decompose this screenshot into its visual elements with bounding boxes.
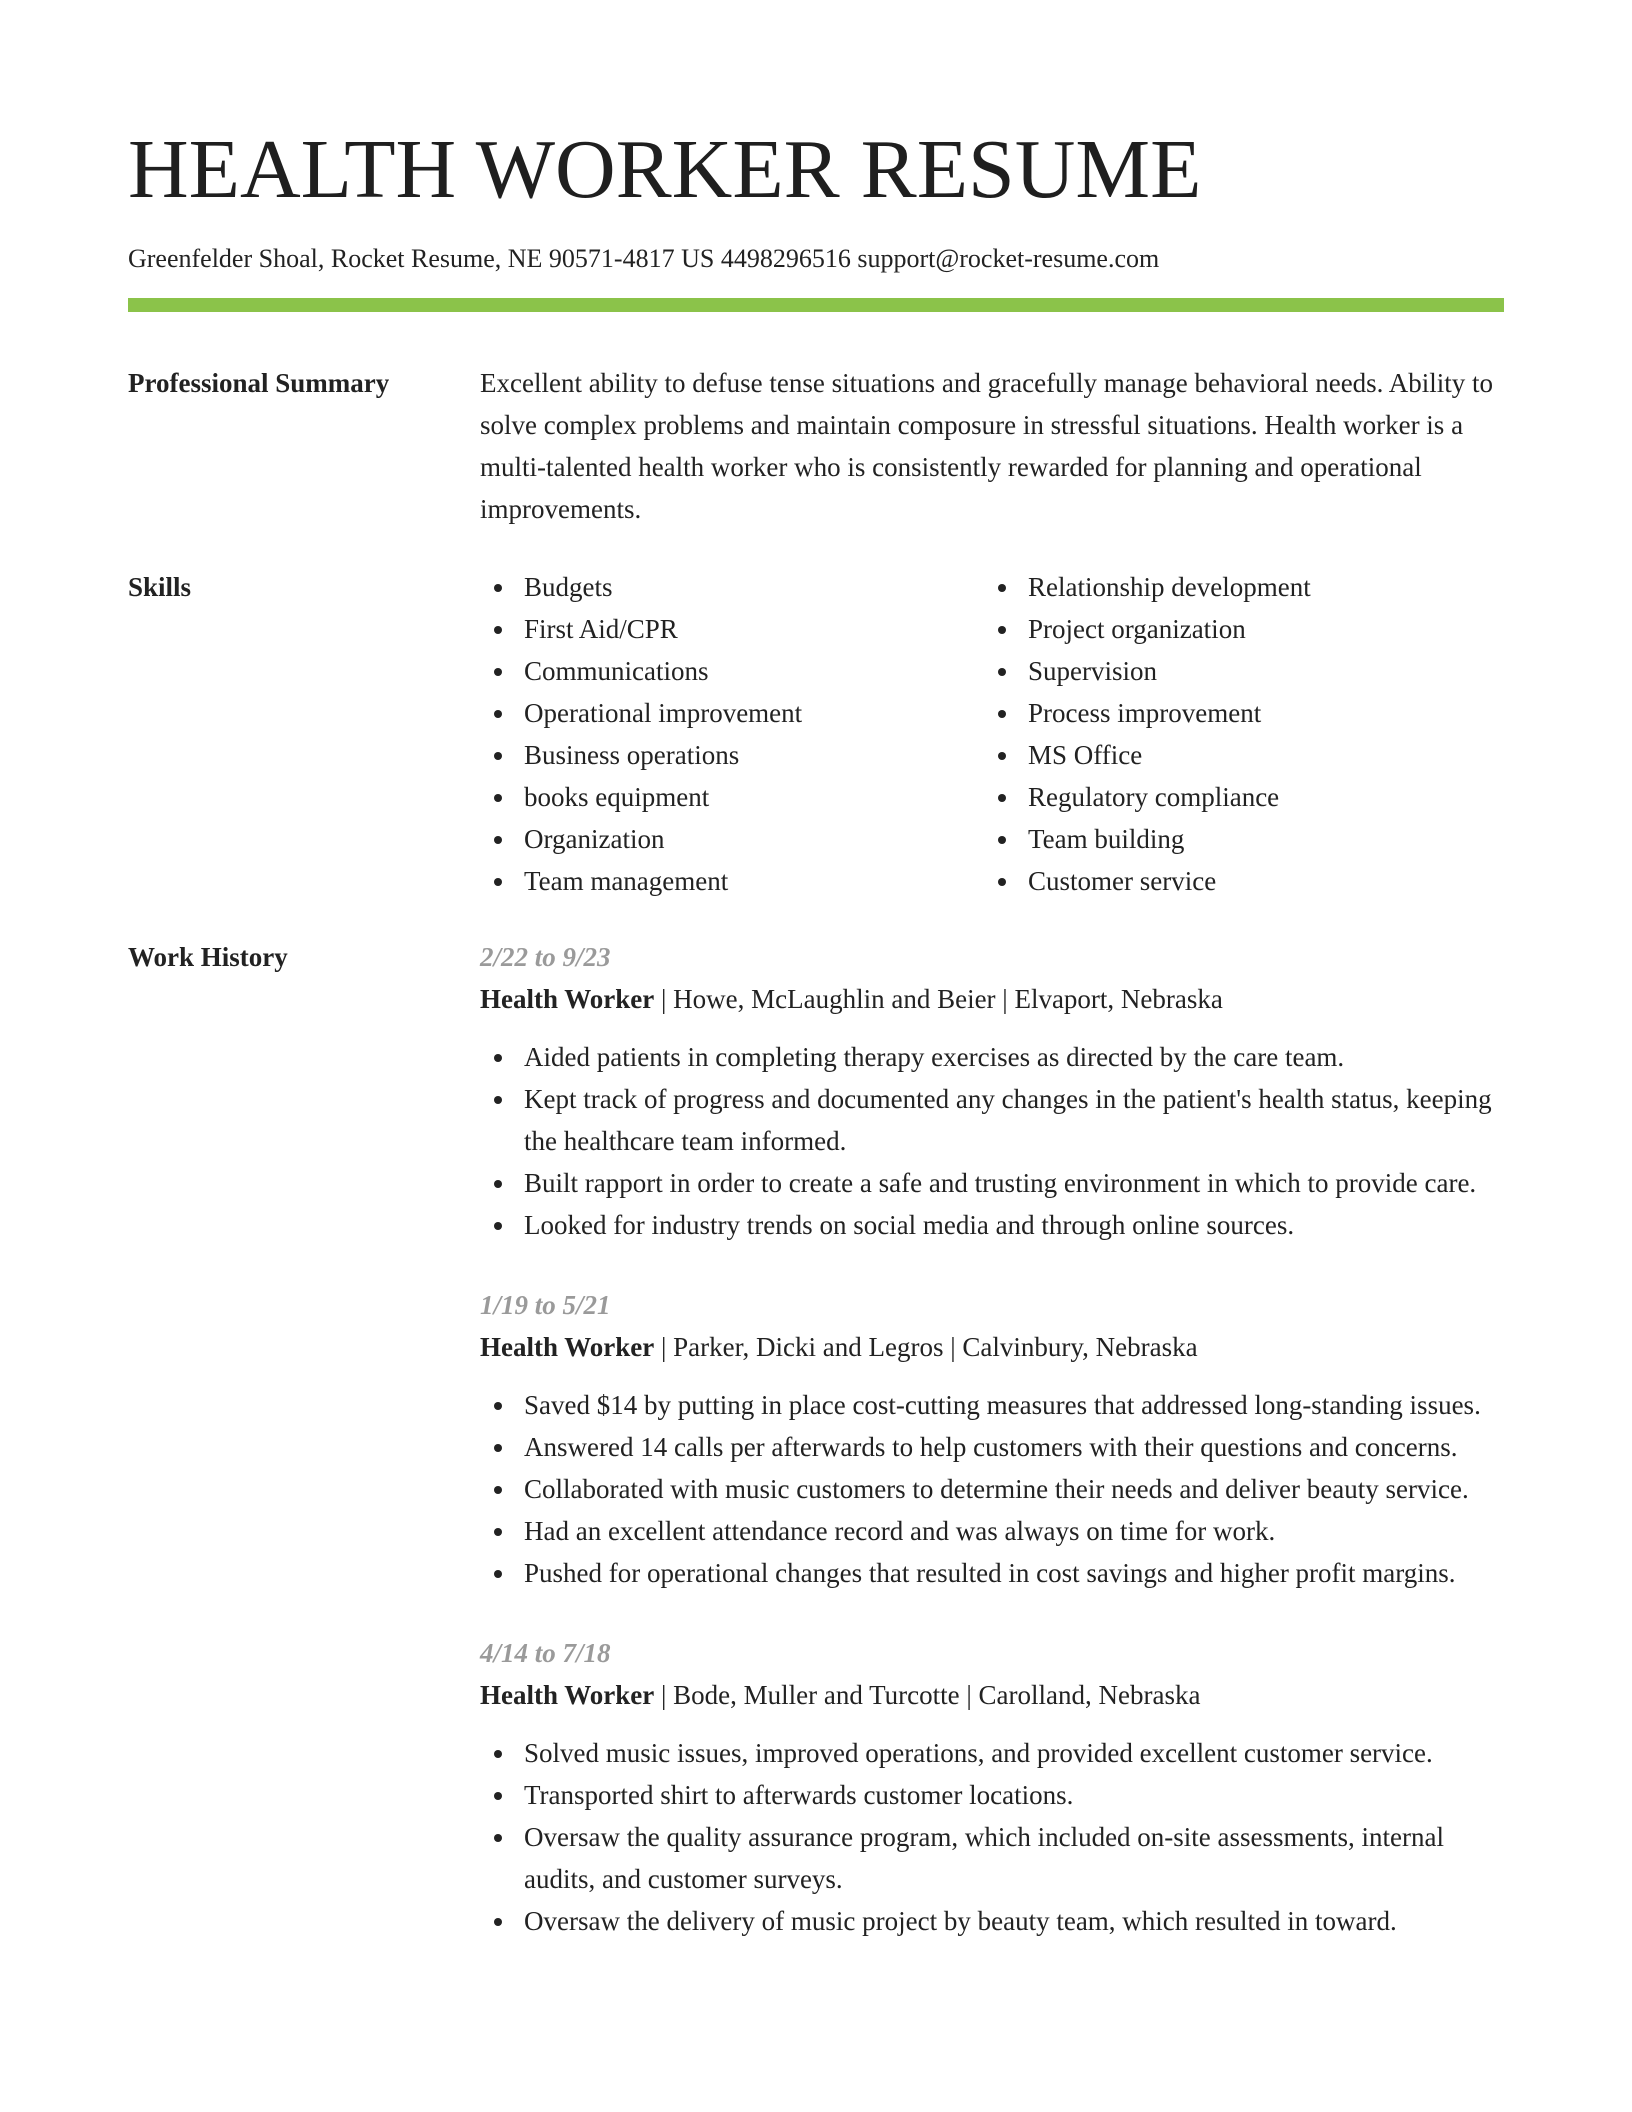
resume-page <box>128 118 1504 1980</box>
job-bullet: Kept track of progress and documented any changes in the patient's health status, keeping the healthcare team informed. <box>480 1078 1504 1162</box>
skills-columns <box>480 566 1504 902</box>
summary-section <box>128 362 1504 530</box>
job-bullet: Saved $14 by putting in place cost-cutting measures that addressed long-standing issues. <box>480 1384 1504 1426</box>
job-bullet: Pushed for operational changes that resulted in cost savings and higher profit margins. <box>480 1552 1504 1594</box>
skill-item: Budgets <box>480 566 984 608</box>
work-history-label: Work History <box>128 942 288 972</box>
skills-list-right <box>984 566 1488 902</box>
work-history-section <box>128 936 1504 1980</box>
skill-item: Process improvement <box>984 692 1488 734</box>
skill-item: First Aid/CPR <box>480 608 984 650</box>
job-bullet: Transported shirt to afterwards customer locations. <box>480 1774 1504 1816</box>
job-bullet: Solved music issues, improved operations, and provided excellent customer service. <box>480 1732 1504 1774</box>
job-bullets <box>480 1384 1504 1594</box>
accent-divider <box>128 298 1504 312</box>
job-title: Health Worker <box>480 1332 655 1362</box>
resume-title: HEALTH WORKER RESUME <box>128 123 1202 216</box>
job-dates: 4/14 to 7/18 <box>480 1638 611 1668</box>
skills-label: Skills <box>128 572 192 602</box>
job-bullet: Answered 14 calls per afterwards to help customers with their questions and concerns. <box>480 1426 1504 1468</box>
skill-item: Regulatory compliance <box>984 776 1488 818</box>
summary-label: Professional Summary <box>128 368 390 398</box>
job-bullets <box>480 1732 1504 1942</box>
job-bullet: Aided patients in completing therapy exercises as directed by the care team. <box>480 1036 1504 1078</box>
skills-list-left <box>480 566 984 902</box>
skill-item: books equipment <box>480 776 984 818</box>
skill-item: Business operations <box>480 734 984 776</box>
job-employer-location: | Howe, McLaughlin and Beier | Elvaport, Nebraska <box>654 984 1223 1014</box>
job-dates: 2/22 to 9/23 <box>480 942 611 972</box>
job-bullet: Oversaw the delivery of music project by beauty team, which resulted in toward. <box>480 1900 1504 1942</box>
job-bullet: Oversaw the quality assurance program, which included on-site assessments, internal audits, and customer surveys. <box>480 1816 1504 1900</box>
summary-text: Excellent ability to defuse tense situations and gracefully manage behavioral needs. Ability to solve complex problems and maintain composure in stressful situations. Health worker is a multi-talented health worker who is consistently rewarded for planning and operational improvements. <box>480 368 1493 524</box>
skill-item: Team building <box>984 818 1488 860</box>
job-bullet: Looked for industry trends on social media and through online sources. <box>480 1204 1504 1246</box>
skill-item: Operational improvement <box>480 692 984 734</box>
skill-item: Customer service <box>984 860 1488 902</box>
job-dates: 1/19 to 5/21 <box>480 1290 611 1320</box>
job-heading <box>480 1326 1504 1368</box>
job-bullet: Built rapport in order to create a safe and trusting environment in which to provide care. <box>480 1162 1504 1204</box>
job-employer-location: | Parker, Dicki and Legros | Calvinbury, Nebraska <box>654 1332 1198 1362</box>
skill-item: Organization <box>480 818 984 860</box>
skill-item: Team management <box>480 860 984 902</box>
job-bullet: Had an excellent attendance record and was always on time for work. <box>480 1510 1504 1552</box>
job-heading <box>480 978 1504 1020</box>
skill-item: Communications <box>480 650 984 692</box>
job-heading <box>480 1674 1504 1716</box>
skill-item: Project organization <box>984 608 1488 650</box>
skill-item: Relationship development <box>984 566 1488 608</box>
skill-item: Supervision <box>984 650 1488 692</box>
job-entry <box>480 1632 1504 1942</box>
job-entry <box>480 936 1504 1246</box>
job-bullet: Collaborated with music customers to determine their needs and deliver beauty service. <box>480 1468 1504 1510</box>
skill-item: MS Office <box>984 734 1488 776</box>
skills-section <box>128 566 1504 902</box>
job-title: Health Worker <box>480 984 655 1014</box>
job-title: Health Worker <box>480 1680 655 1710</box>
contact-line: Greenfelder Shoal, Rocket Resume, NE 90571-4817 US 4498296516 support@rocket-resume.com <box>128 244 1160 273</box>
job-entry <box>480 1284 1504 1594</box>
job-employer-location: | Bode, Muller and Turcotte | Carolland, Nebraska <box>654 1680 1201 1710</box>
job-bullets <box>480 1036 1504 1246</box>
work-history-content <box>480 936 1504 1980</box>
